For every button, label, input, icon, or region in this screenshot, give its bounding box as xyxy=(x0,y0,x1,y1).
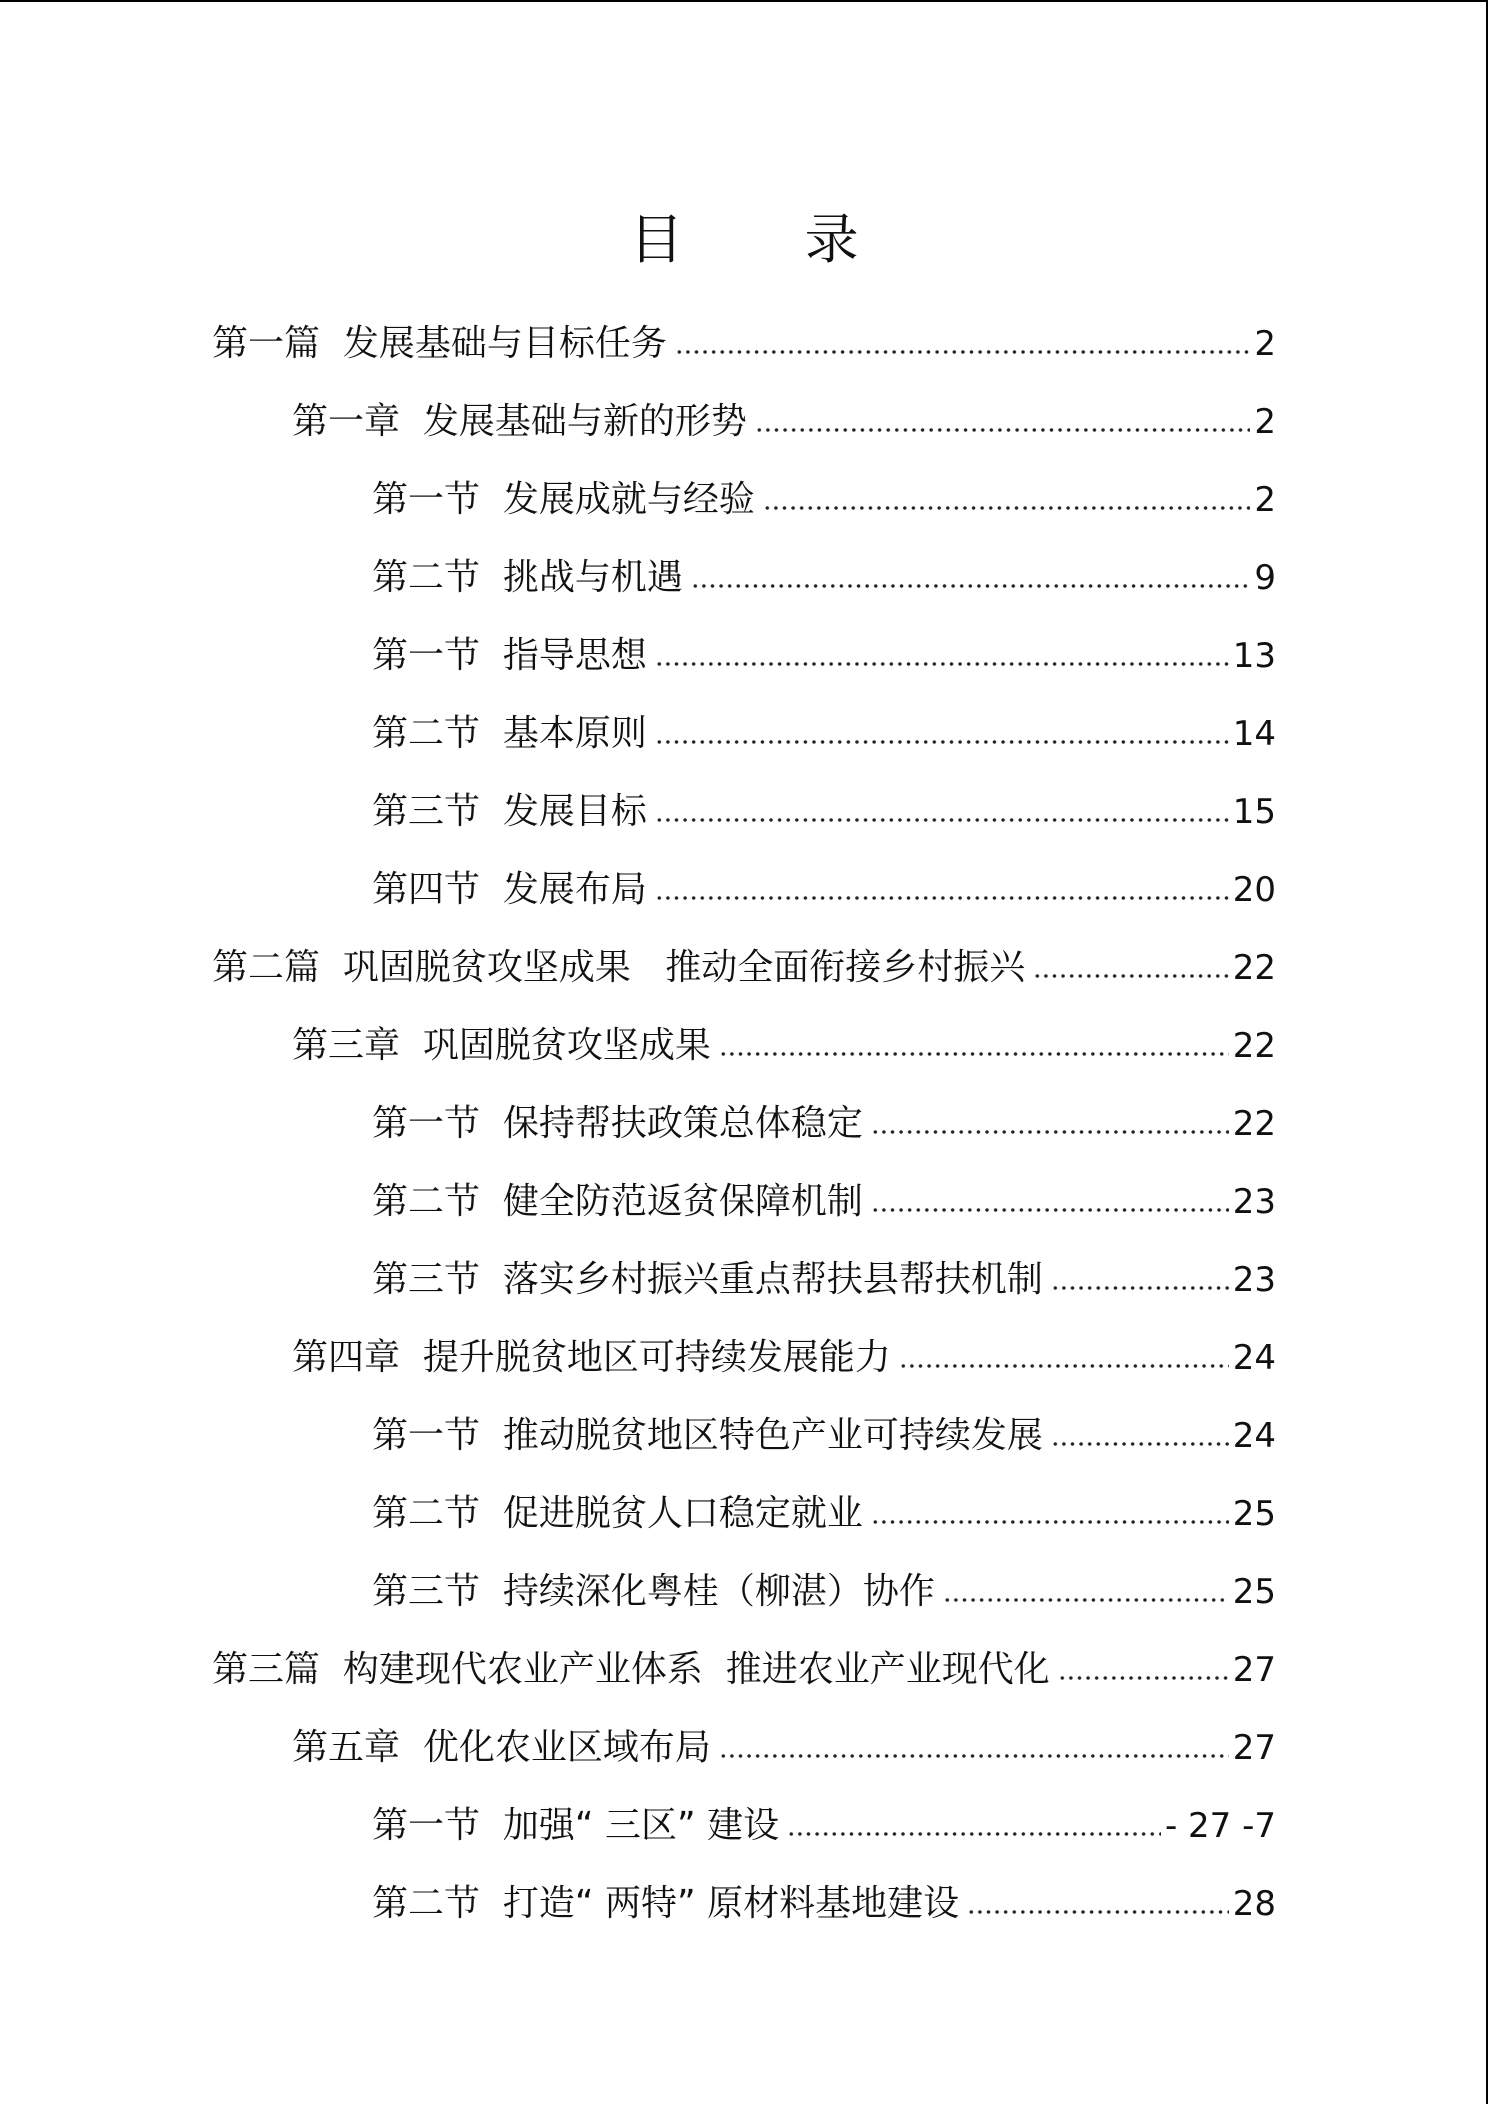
toc-entry-label: 第三篇 构建现代农业产业体系 推进农业产业现代化 xyxy=(212,1649,1050,1690)
toc-entry[interactable] xyxy=(292,1009,1276,1069)
toc-entry-page: - 27 -7 xyxy=(1164,1806,1276,1846)
dot-leader xyxy=(655,815,1229,825)
toc-entry-label: 第一节 保持帮扶政策总体稳定 xyxy=(372,1103,863,1144)
toc-entry[interactable] xyxy=(372,1243,1276,1303)
toc-entry-page: 24 xyxy=(1232,1416,1276,1456)
dot-leader xyxy=(719,1751,1229,1761)
dot-leader xyxy=(655,659,1229,669)
toc-entry-page: 22 xyxy=(1232,1026,1276,1066)
toc-entry-page: 2 xyxy=(1254,402,1276,442)
toc-entry-page: 25 xyxy=(1232,1572,1276,1612)
page-title: 目 录 xyxy=(629,208,911,271)
toc-entry-page: 9 xyxy=(1254,558,1276,598)
toc-entry[interactable] xyxy=(292,1321,1276,1381)
toc-entry-page: 22 xyxy=(1232,1104,1276,1144)
toc-entry[interactable] xyxy=(372,541,1276,601)
toc-entry-page: 2 xyxy=(1254,324,1276,364)
dot-leader xyxy=(1051,1439,1229,1449)
dot-leader xyxy=(755,425,1250,435)
toc-entry-label: 第一节 发展成就与经验 xyxy=(372,479,755,520)
dot-leader xyxy=(691,581,1250,591)
toc-entry-label: 第二篇 巩固脱贫攻坚成果 推动全面衔接乡村振兴 xyxy=(212,947,1026,988)
toc-entry-label: 第四章 提升脱贫地区可持续发展能力 xyxy=(292,1337,891,1378)
toc-entry-page: 15 xyxy=(1232,792,1276,832)
dot-leader xyxy=(871,1205,1229,1215)
toc-entry-label: 第二节 挑战与机遇 xyxy=(372,557,683,598)
dot-leader xyxy=(967,1907,1229,1917)
toc-entry-label: 第三章 巩固脱贫攻坚成果 xyxy=(292,1025,711,1066)
toc-entry-label: 第五章 优化农业区域布局 xyxy=(292,1727,711,1768)
toc-entry-page: 23 xyxy=(1232,1182,1276,1222)
toc-entry[interactable] xyxy=(372,1789,1276,1849)
toc-entry-page: 13 xyxy=(1232,636,1276,676)
toc-entry[interactable] xyxy=(372,697,1276,757)
dot-leader xyxy=(719,1049,1229,1059)
toc-entry-page: 23 xyxy=(1232,1260,1276,1300)
toc-entry-label: 第三节 落实乡村振兴重点帮扶县帮扶机制 xyxy=(372,1259,1043,1300)
toc-entry[interactable] xyxy=(372,1165,1276,1225)
toc-entry[interactable] xyxy=(212,307,1276,367)
toc-entry-page: 2 xyxy=(1254,480,1276,520)
toc-entry[interactable] xyxy=(292,385,1276,445)
toc-entry-label: 第四节 发展布局 xyxy=(372,869,647,910)
toc-entry[interactable] xyxy=(372,775,1276,835)
dot-leader xyxy=(871,1127,1229,1137)
toc-entry-label: 第三节 发展目标 xyxy=(372,791,647,832)
toc-entry-label: 第一篇 发展基础与目标任务 xyxy=(212,323,667,364)
toc-entry-label: 第二节 基本原则 xyxy=(372,713,647,754)
toc-entry[interactable] xyxy=(372,1867,1276,1927)
toc-entry-page: 27 xyxy=(1232,1728,1276,1768)
dot-leader xyxy=(871,1517,1229,1527)
toc-entry-label: 第一节 加强“ 三区” 建设 xyxy=(372,1805,780,1846)
dot-leader xyxy=(655,737,1229,747)
toc-entry[interactable] xyxy=(372,619,1276,679)
toc-entry-label: 第二节 促进脱贫人口稳定就业 xyxy=(372,1493,863,1534)
dot-leader xyxy=(787,1829,1161,1839)
toc-entry[interactable] xyxy=(372,463,1276,523)
toc-entry-page: 24 xyxy=(1232,1338,1276,1378)
toc-entry[interactable] xyxy=(292,1711,1276,1771)
toc-entry[interactable] xyxy=(372,1477,1276,1537)
dot-leader xyxy=(763,503,1250,513)
toc-entry[interactable] xyxy=(372,1555,1276,1615)
dot-leader xyxy=(899,1361,1229,1371)
toc-entry-page: 27 xyxy=(1232,1650,1276,1690)
dot-leader xyxy=(1033,971,1229,981)
dot-leader xyxy=(1051,1283,1229,1293)
toc-entry-page: 25 xyxy=(1232,1494,1276,1534)
dot-leader xyxy=(1058,1673,1229,1683)
toc-entry-page: 22 xyxy=(1232,948,1276,988)
toc-entry[interactable] xyxy=(372,1087,1276,1147)
toc-entry-label: 第一节 指导思想 xyxy=(372,635,647,676)
toc-entry[interactable] xyxy=(212,931,1276,991)
toc-entry[interactable] xyxy=(372,1399,1276,1459)
toc-entry-label: 第一章 发展基础与新的形势 xyxy=(292,401,747,442)
toc-entry-label: 第二节 健全防范返贫保障机制 xyxy=(372,1181,863,1222)
dot-leader xyxy=(943,1595,1229,1605)
dot-leader xyxy=(675,347,1250,357)
toc-entry-page: 20 xyxy=(1232,870,1276,910)
toc-entry[interactable] xyxy=(212,1633,1276,1693)
dot-leader xyxy=(655,893,1229,903)
toc-entry-label: 第一节 推动脱贫地区特色产业可持续发展 xyxy=(372,1415,1043,1456)
toc-entry-label: 第二节 打造“ 两特” 原材料基地建设 xyxy=(372,1883,960,1924)
toc-entry[interactable] xyxy=(372,853,1276,913)
toc-entry-page: 14 xyxy=(1232,714,1276,754)
toc-entry-label: 第三节 持续深化粤桂（柳湛）协作 xyxy=(372,1571,935,1612)
toc-entry-page: 28 xyxy=(1232,1884,1276,1924)
